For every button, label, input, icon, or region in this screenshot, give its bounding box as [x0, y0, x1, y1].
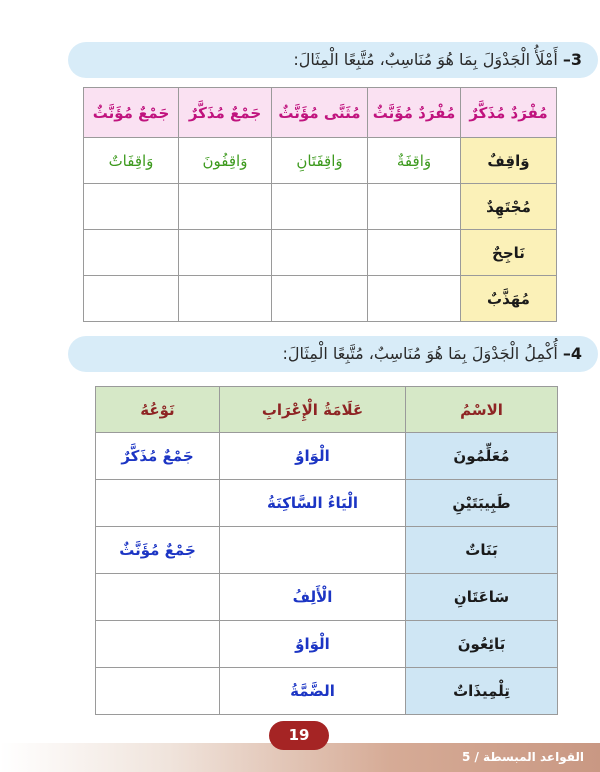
- exercise-4-instruction: [282, 336, 582, 372]
- header-case-marker: عَلَامَةُ الْإِعْرَابِ: [220, 387, 406, 433]
- table-row: [96, 480, 558, 527]
- example-singular-feminine: وَاقِفَةٌ: [368, 138, 461, 184]
- table-row: [96, 574, 558, 621]
- exercise-3-instruction-box: [68, 42, 598, 78]
- row-type[interactable]: [96, 668, 220, 715]
- row-type[interactable]: [96, 574, 220, 621]
- row-type[interactable]: [96, 621, 220, 668]
- example-singular-masculine: وَاقِفٌ: [461, 138, 557, 184]
- row-type: جَمْعٌ مُذَكَّرٌ: [96, 433, 220, 480]
- header-type: نَوْعُهُ: [96, 387, 220, 433]
- row-word: مُهَذَّبٌ: [461, 276, 557, 322]
- table-row: [84, 276, 557, 322]
- header-noun: الاسْمُ: [406, 387, 558, 433]
- answer-cell[interactable]: [368, 184, 461, 230]
- row-case-marker[interactable]: [220, 527, 406, 574]
- table-header-row: [96, 387, 558, 433]
- example-dual-feminine: وَاقِفَتَانِ: [272, 138, 368, 184]
- table-header-row: [84, 88, 557, 138]
- exercise-4-table: [95, 386, 558, 715]
- book-title: القواعد المبسطة / 5: [461, 750, 584, 764]
- row-noun: سَاعَتَانِ: [406, 574, 558, 621]
- header-singular-feminine: مُفْرَدٌ مُؤَنَّثٌ: [368, 88, 461, 138]
- table-row: [96, 433, 558, 480]
- exercise-3-number: 3–: [562, 50, 582, 69]
- row-word: نَاجِحٌ: [461, 230, 557, 276]
- row-type: جَمْعٌ مُؤَنَّثٌ: [96, 527, 220, 574]
- answer-cell[interactable]: [272, 230, 368, 276]
- answer-cell[interactable]: [179, 276, 272, 322]
- answer-cell[interactable]: [84, 276, 179, 322]
- row-case-marker: الْوَاوُ: [220, 621, 406, 668]
- row-case-marker: الْوَاوُ: [220, 433, 406, 480]
- row-noun: مُعَلِّمُونَ: [406, 433, 558, 480]
- answer-cell[interactable]: [272, 276, 368, 322]
- answer-cell[interactable]: [84, 184, 179, 230]
- example-plural-feminine: وَاقِفَاتٌ: [84, 138, 179, 184]
- exercise-3-table: [83, 87, 557, 322]
- answer-cell[interactable]: [368, 230, 461, 276]
- row-case-marker: الضَّمَّةُ: [220, 668, 406, 715]
- exercise-3-instruction: [293, 42, 582, 78]
- row-case-marker: الْيَاءُ السَّاكِنَةُ: [220, 480, 406, 527]
- answer-cell[interactable]: [368, 276, 461, 322]
- table-row: [96, 621, 558, 668]
- row-noun: طَبِيبَتَيْنِ: [406, 480, 558, 527]
- table-row: [84, 184, 557, 230]
- exercise-4-number: 4–: [562, 344, 582, 363]
- answer-cell[interactable]: [84, 230, 179, 276]
- row-word: مُجْتَهِدٌ: [461, 184, 557, 230]
- exercise-3-instruction-text: أَمْلَأُ الْجَدْوَلَ بِمَا هُوَ مُنَاسِبٌ، مُتَّبِعًا الْمِثَالَ:: [293, 50, 558, 69]
- table-row: [84, 230, 557, 276]
- header-plural-feminine: جَمْعٌ مُؤَنَّثٌ: [84, 88, 179, 138]
- exercise-4-instruction-text: أُكْمِلُ الْجَدْوَلَ بِمَا هُوَ مُنَاسِبٌ، مُتَّبِعًا الْمِثَالَ:: [282, 344, 558, 363]
- answer-cell[interactable]: [179, 184, 272, 230]
- header-dual-feminine: مُثَنَّى مُؤَنَّثٌ: [272, 88, 368, 138]
- answer-cell[interactable]: [272, 184, 368, 230]
- table-row: [96, 527, 558, 574]
- row-noun: تِلْمِيذَاتٌ: [406, 668, 558, 715]
- row-noun: بَنَاتٌ: [406, 527, 558, 574]
- row-type[interactable]: [96, 480, 220, 527]
- header-plural-masculine: جَمْعٌ مُذَكَّرٌ: [179, 88, 272, 138]
- row-noun: بَائِعُونَ: [406, 621, 558, 668]
- answer-cell[interactable]: [179, 230, 272, 276]
- row-case-marker: الْأَلِفُ: [220, 574, 406, 621]
- example-plural-masculine: وَاقِفُونَ: [179, 138, 272, 184]
- header-singular-masculine: مُفْرَدٌ مُذَكَّرٌ: [461, 88, 557, 138]
- page-number: 19: [269, 721, 329, 750]
- table-row: [96, 668, 558, 715]
- example-row: [84, 138, 557, 184]
- exercise-4-instruction-box: [68, 336, 598, 372]
